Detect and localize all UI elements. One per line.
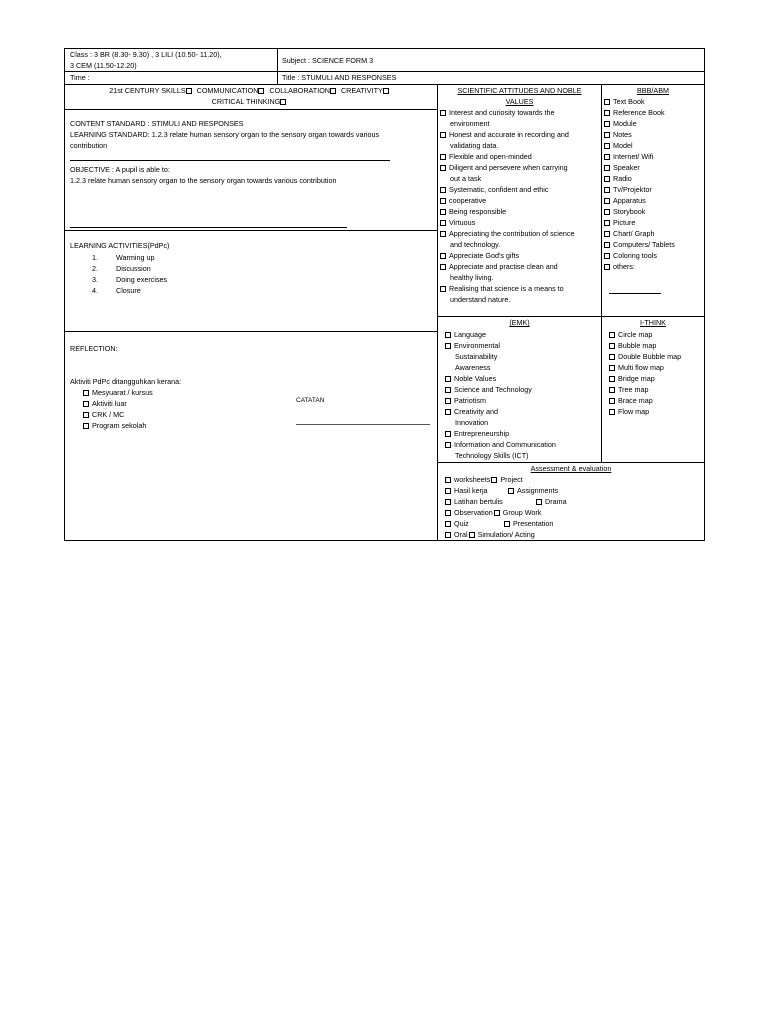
activity-num: 1. (92, 253, 98, 262)
checkbox-icon (440, 132, 446, 138)
reflection-heading: REFLECTION: (70, 344, 118, 353)
checkbox-icon (445, 398, 451, 404)
checkbox-icon (604, 99, 610, 105)
learning-standard-1: LEARNING STANDARD: 1.2.3 relate human sensory organ to the sensory organ towards various (70, 130, 380, 139)
bbb-item: Picture (604, 217, 635, 228)
bbb-item: Notes (604, 129, 632, 140)
value-item: cooperative (440, 195, 486, 206)
bbb-item: Radio (604, 173, 632, 184)
checkbox-icon (604, 198, 610, 204)
checkbox-icon (604, 253, 610, 259)
checkbox-icon (609, 409, 615, 415)
ithink-item: Bubble map (609, 340, 656, 351)
activity-num: 3. (92, 275, 98, 284)
bbb-item: Internet/ Wifi (604, 151, 653, 162)
checkbox-icon (83, 401, 89, 407)
activity-label: Closure (116, 286, 141, 295)
checkbox-icon (494, 510, 500, 516)
emk-item: Environmental (445, 340, 500, 351)
checkbox-icon (383, 88, 389, 94)
checkbox-icon (440, 198, 446, 204)
catatan-rule (296, 424, 430, 425)
checkbox-icon (83, 412, 89, 418)
checkbox-icon (604, 121, 610, 127)
emk-item: Creativity and (445, 406, 498, 417)
checkbox-icon (504, 521, 510, 527)
assessment-item: Quiz (445, 518, 469, 529)
ithink-item: Brace map (609, 395, 653, 406)
skill-creativity: CREATIVITY (340, 86, 383, 95)
checkbox-icon (445, 477, 451, 483)
emk-item: Information and Communication (445, 439, 556, 450)
bbb-heading: BBB/ABM (637, 86, 669, 95)
ithink-item: Circle map (609, 329, 652, 340)
value-item: Virtuous (440, 217, 475, 228)
ithink-item: Multi flow map (609, 362, 664, 373)
assessment-item: Hasil kerja (445, 485, 488, 496)
emk-item-cont: Innovation (455, 418, 489, 427)
emk-item: Science and Technology (445, 384, 532, 395)
checkbox-icon (609, 332, 615, 338)
checkbox-icon (330, 88, 336, 94)
catatan-label: CATATAN (296, 397, 325, 404)
value-item: Appreciate and practise clean and (440, 261, 558, 272)
content-standard: CONTENT STANDARD : STIMULI AND RESPONSES (70, 119, 244, 128)
checkbox-icon (604, 242, 610, 248)
emk-item-cont: Awareness (455, 363, 491, 372)
value-item: Flexible and open-minded (440, 151, 532, 162)
bbb-item: Text Book (604, 96, 645, 107)
checkbox-icon (609, 387, 615, 393)
skill-communication: COMMUNICATION (196, 86, 259, 95)
checkbox-icon (445, 343, 451, 349)
ithink-item: Double Bubble map (609, 351, 681, 362)
ithink-heading: I-THINK (640, 318, 666, 327)
checkbox-icon (445, 376, 451, 382)
skill-critical: CRITICAL THINKING (211, 97, 281, 106)
time-label: Time : (70, 73, 90, 82)
checkbox-icon (469, 532, 475, 538)
assessment-item: Assignments (508, 485, 558, 496)
checkbox-icon (440, 165, 446, 171)
value-item: Diligent and persevere when carrying (440, 162, 568, 173)
checkbox-icon (440, 220, 446, 226)
values-heading-2: VALUES (505, 97, 534, 106)
activity-label: Discussion (116, 264, 151, 273)
checkbox-icon (280, 99, 286, 105)
objective-text: 1.2.3 relate human sensory organ to the sensory organ towards various contribution (70, 176, 337, 185)
checkbox-icon (604, 143, 610, 149)
checkbox-icon (609, 376, 615, 382)
emk-heading: (EMK) (509, 318, 530, 327)
bbb-item: Model (604, 140, 633, 151)
checkbox-icon (258, 88, 264, 94)
underline-rule (70, 160, 390, 161)
value-item: Appreciating the contribution of science (440, 228, 574, 239)
checkbox-icon (604, 176, 610, 182)
checkbox-icon (445, 332, 451, 338)
title-text: Title : STUMULI AND RESPONSES (282, 73, 397, 82)
emk-item: Noble Values (445, 373, 496, 384)
checkbox-icon (604, 264, 610, 270)
activity-num: 2. (92, 264, 98, 273)
values-heading-1: SCIENTIFIC ATTITUDES AND NOBLE (457, 86, 582, 95)
checkbox-icon (604, 154, 610, 160)
checkbox-icon (186, 88, 192, 94)
emk-item: Patriotism (445, 395, 486, 406)
underline-rule (70, 227, 347, 228)
value-item-cont: understand nature. (450, 295, 511, 304)
subject-text: Subject : SCIENCE FORM 3 (282, 56, 374, 65)
value-item-cont: environment (450, 119, 490, 128)
value-item: Systematic, confident and ethic (440, 184, 548, 195)
objective-label: OBJECTIVE : A pupil is able to: (70, 165, 170, 174)
bbb-item: Module (604, 118, 637, 129)
checkbox-icon (440, 231, 446, 237)
bbb-item: others: (604, 261, 635, 272)
checkbox-icon (609, 343, 615, 349)
checkbox-icon (604, 132, 610, 138)
checkbox-icon (604, 220, 610, 226)
checkbox-icon (609, 354, 615, 360)
checkbox-icon (440, 253, 446, 259)
checkbox-icon (609, 365, 615, 371)
checkbox-icon (491, 477, 497, 483)
checkbox-icon (445, 431, 451, 437)
checkbox-icon (604, 231, 610, 237)
activity-label: Warming up (116, 253, 155, 262)
ithink-item: Tree map (609, 384, 649, 395)
skills-line-2 (64, 96, 437, 107)
class-line-1: Class : 3 BR (8.30- 9.30) , 3 LILI (10.50- 11.20), (70, 50, 222, 59)
checkbox-icon (440, 286, 446, 292)
emk-item-cont: Sustainability (455, 352, 498, 361)
bbb-item: Coloring tools (604, 250, 657, 261)
reason-item: Aktiviti luar (83, 398, 127, 409)
class-line-2: 3 CEM (11.50-12.20) (70, 61, 137, 70)
checkbox-icon (604, 165, 610, 171)
bbb-item: Storybook (604, 206, 645, 217)
checkbox-icon (445, 510, 451, 516)
checkbox-icon (604, 110, 610, 116)
checkbox-icon (83, 390, 89, 396)
postponed-label: Aktiviti PdPc ditangguhkan kerana: (70, 377, 182, 386)
reason-item: CRK / MC (83, 409, 124, 420)
emk-item: Language (445, 329, 486, 340)
skills-line-1 (64, 85, 437, 96)
checkbox-icon (83, 423, 89, 429)
checkbox-icon (440, 110, 446, 116)
bbb-item: Chart/ Graph (604, 228, 655, 239)
value-item: Honest and accurate in recording and (440, 129, 569, 140)
assessment-item: Presentation (504, 518, 553, 529)
value-item-cont: healthy living. (450, 273, 494, 282)
value-item: Interest and curiosity towards the (440, 107, 554, 118)
bbb-item: Tv/Projektor (604, 184, 652, 195)
ithink-item: Bridge map (609, 373, 655, 384)
checkbox-icon (508, 488, 514, 494)
checkbox-icon (445, 499, 451, 505)
reason-item: Mesyuarat / kursus (83, 387, 153, 398)
value-item-cont: validating data. (450, 141, 499, 150)
skills-heading: 21st CENTURY SKILLS (109, 86, 186, 95)
checkbox-icon (440, 264, 446, 270)
checkbox-icon (445, 532, 451, 538)
checkbox-icon (445, 488, 451, 494)
checkbox-icon (440, 187, 446, 193)
checkbox-icon (609, 398, 615, 404)
value-item: Being responsible (440, 206, 506, 217)
bbb-item: Computers/ Tablets (604, 239, 675, 250)
assessment-row: worksheets Project (445, 474, 523, 485)
learning-standard-2: contribution (70, 141, 108, 150)
checkbox-icon (440, 209, 446, 215)
others-rule (609, 293, 661, 294)
activity-label: Doing exercises (116, 275, 168, 284)
bbb-item: Speaker (604, 162, 640, 173)
checkbox-icon (604, 187, 610, 193)
checkbox-icon (445, 409, 451, 415)
bbb-item: Reference Book (604, 107, 665, 118)
assessment-item: Drama (536, 496, 567, 507)
assessment-row: Oral Simulation/ Acting (445, 529, 535, 540)
value-item-cont: out a task (450, 174, 482, 183)
checkbox-icon (445, 521, 451, 527)
checkbox-icon (604, 209, 610, 215)
reason-item: Program sekolah (83, 420, 146, 431)
assessment-item: Latihan bertulis (445, 496, 503, 507)
skill-collaboration: COLLABORATION (269, 86, 330, 95)
checkbox-icon (440, 154, 446, 160)
assessment-heading: Assessment & evaluation (530, 464, 612, 473)
activity-num: 4. (92, 286, 98, 295)
value-item: Realising that science is a means to (440, 283, 564, 294)
value-item-cont: and technology. (450, 240, 501, 249)
emk-item-cont: Technology Skills (ICT) (455, 451, 529, 460)
value-item: Appreciate God's gifts (440, 250, 519, 261)
emk-item: Entrepreneurship (445, 428, 509, 439)
assessment-row: Observation Group Work (445, 507, 541, 518)
checkbox-icon (445, 387, 451, 393)
checkbox-icon (536, 499, 542, 505)
checkbox-icon (445, 442, 451, 448)
ithink-item: Flow map (609, 406, 649, 417)
bbb-item: Apparatus (604, 195, 646, 206)
activities-heading: LEARNING ACTIVITIES(PdPc) (70, 241, 170, 250)
